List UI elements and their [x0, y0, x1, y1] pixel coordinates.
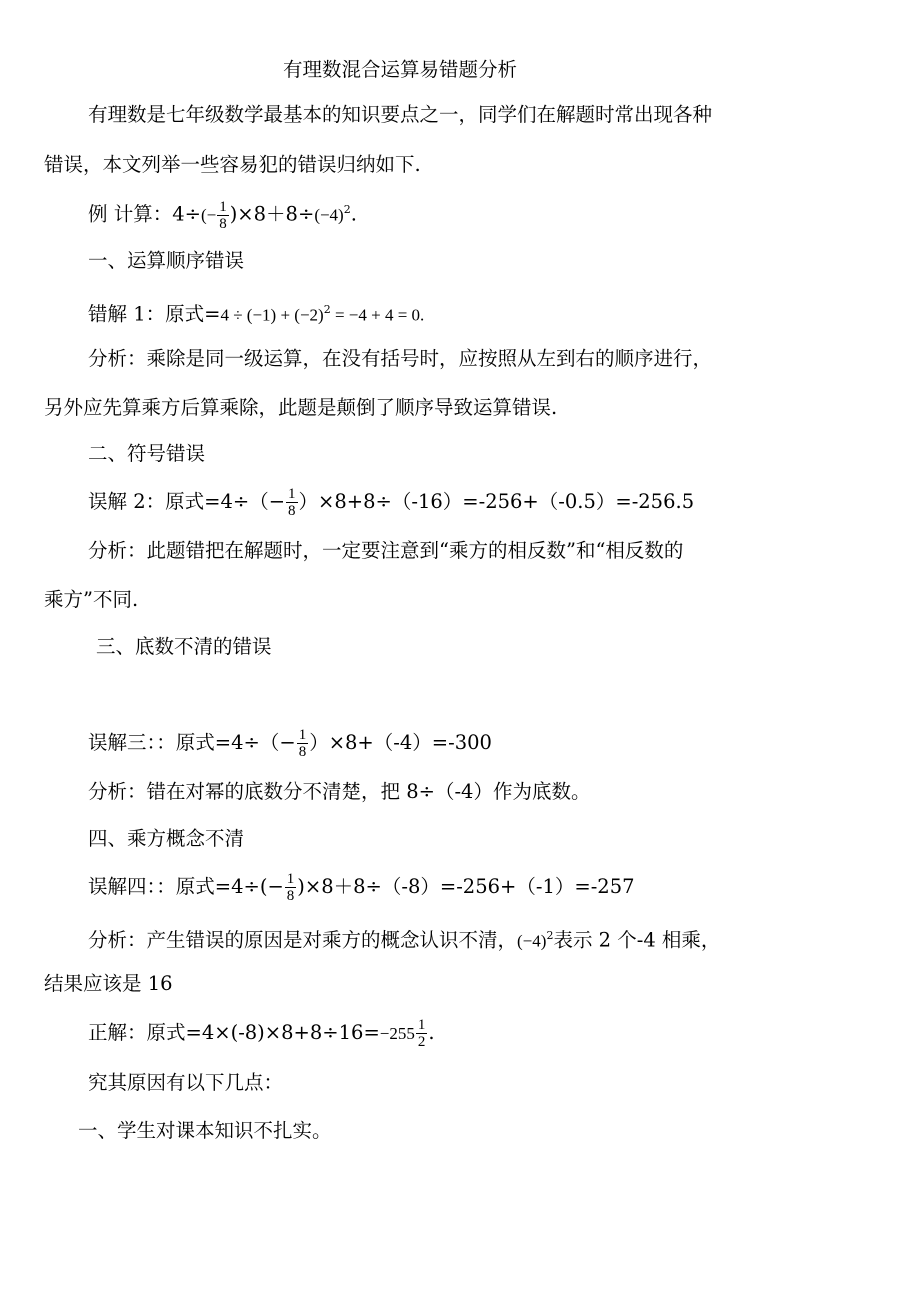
correct-solution [88, 1017, 435, 1050]
analysis4-text-b: 表示 2 个-4 相乘， [553, 928, 721, 952]
wrong-solution-4 [88, 871, 635, 904]
wrong-solution-2 [88, 486, 694, 519]
example-line [88, 196, 357, 232]
correct-fraction [416, 1017, 428, 1050]
correct-frac-den: 2 [417, 1034, 426, 1050]
example-fraction [217, 199, 229, 232]
example-label: 例 计算：4÷ [88, 202, 201, 226]
analysis4-math: (−4) [517, 931, 547, 951]
wrong1-label: 错解 1：原式= [88, 302, 221, 326]
wrong2-fraction [286, 486, 298, 519]
wrong2-after: ）×8+8÷（-16）=-256+（-0.5）=-256.5 [298, 490, 695, 513]
example-frac-den: 8 [219, 215, 227, 232]
wrong1-result: = −4 + 4 = 0. [330, 305, 425, 325]
page-title: 有理数混合运算易错题分析 [283, 58, 518, 81]
analysis-3: 分析：错在对幂的底数分不清楚，把 8÷（-4）作为底数。 [88, 780, 591, 803]
section-heading-3: 三、底数不清的错误 [96, 635, 272, 658]
wrong3-label: 误解三：：原式=4÷（− [88, 731, 296, 754]
reason-1: 一、学生对课本知识不扎实。 [78, 1119, 332, 1142]
wrong4-label: 误解四：：原式=4÷(− [88, 875, 284, 898]
correct-end: . [428, 1021, 435, 1044]
section-heading-1: 一、运算顺序错误 [88, 249, 245, 272]
wrong4-frac-num: 1 [286, 871, 295, 887]
wrong4-fraction [285, 871, 297, 904]
wrong-solution-3 [88, 727, 492, 760]
correct-frac-num: 1 [417, 1017, 426, 1033]
wrong3-frac-num: 1 [298, 727, 307, 743]
wrong1-exponent: 2 [323, 303, 331, 316]
example-paren: (− [200, 205, 217, 225]
example-exponent: 2 [343, 203, 351, 216]
analysis-2-line-2: 乘方”不同. [44, 588, 139, 611]
example-after: )×8＋8÷ [229, 202, 315, 226]
correct-whole: −255 [379, 1024, 415, 1043]
analysis-2-line-1: 分析：此题错把在解题时，一定要注意到“乘方的相反数”和“相反数的 [88, 539, 684, 562]
analysis-1-line-2: 另外应先算乘方后算乘除，此题是颠倒了顺序导致运算错误. [44, 396, 558, 419]
wrong3-after: ）×8+（-4）=-300 [309, 731, 492, 754]
analysis-1-line-1: 分析：乘除是同一级运算，在没有括号时，应按照从左到右的顺序进行， [88, 347, 713, 370]
reasons-heading: 究其原因有以下几点： [88, 1071, 284, 1094]
section-heading-4: 四、乘方概念不清 [88, 827, 245, 850]
wrong4-after: )×8＋8÷（-8）=-256+（-1）=-257 [297, 875, 635, 898]
intro-line-2: 错误，本文列举一些容易犯的错误归纳如下. [44, 153, 421, 176]
wrong2-frac-den: 8 [288, 503, 296, 519]
wrong4-frac-den: 8 [286, 888, 295, 904]
section-heading-2: 二、符号错误 [88, 442, 206, 465]
wrong3-frac-den: 8 [298, 744, 307, 760]
example-end: . [350, 202, 357, 226]
analysis-4-line-2: 结果应该是 16 [44, 972, 173, 995]
wrong3-fraction [297, 727, 309, 760]
example-tail: (−4) [314, 205, 344, 225]
intro-line-1: 有理数是七年级数学最基本的知识要点之一，同学们在解题时常出现各种 [88, 103, 713, 126]
wrong1-math: 4 ÷ (−1) + (−2) [220, 305, 324, 325]
example-frac-num: 1 [219, 198, 227, 215]
analysis-4-line-1 [88, 922, 720, 956]
correct-label: 正解：原式=4×(-8)×8+8÷16= [88, 1021, 380, 1044]
wrong2-label: 误解 2：原式=4÷（− [88, 490, 286, 513]
analysis4-exponent: 2 [546, 929, 554, 942]
analysis4-text-a: 分析：产生错误的原因是对乘方的概念认识不清， [88, 928, 518, 952]
wrong-solution-1 [88, 296, 424, 330]
wrong2-frac-num: 1 [288, 486, 296, 502]
